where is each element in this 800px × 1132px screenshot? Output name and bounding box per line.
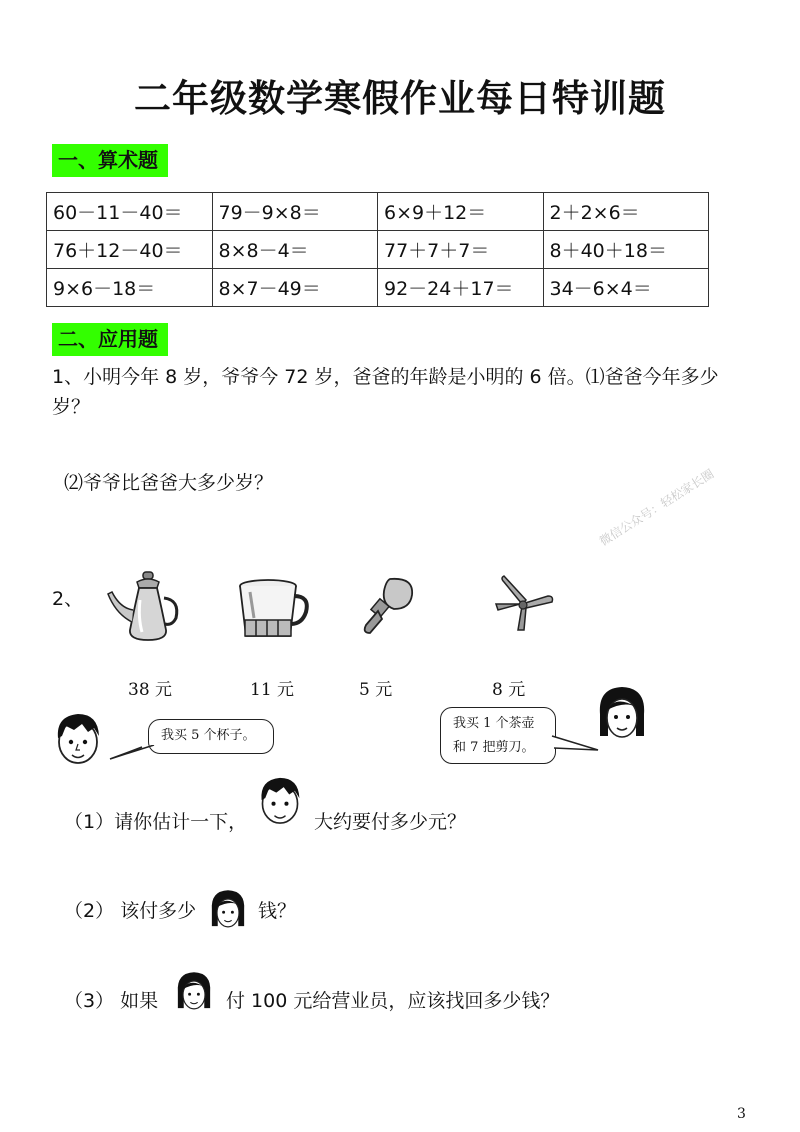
arithmetic-table — [46, 192, 709, 307]
table-cell: 8×7－49＝ — [212, 269, 378, 307]
table-row — [47, 231, 709, 269]
table-row — [47, 193, 709, 231]
boy-face-inline-icon — [256, 774, 304, 826]
sub-question-2-end: 钱？ — [258, 900, 297, 922]
boy-speech-bubble — [148, 719, 274, 754]
trowel-price: 5 元 — [359, 680, 393, 700]
question-2-number: 2、 — [52, 588, 84, 610]
table-cell: 60－11－40＝ — [47, 193, 213, 231]
sub-question-1-end: 大约要付多少元？ — [314, 811, 467, 833]
table-cell: 2＋2×6＝ — [543, 193, 709, 231]
watermark: 微信公众号：轻松家长圈 — [597, 466, 717, 549]
table-cell: 34－6×4＝ — [543, 269, 709, 307]
table-cell: 92－24＋17＝ — [378, 269, 544, 307]
question-1-text: 1、小明今年 8 岁，爷爷今 72 岁，爸爸的年龄是小明的 6 倍。⑴爸爸今年多少岁？ — [52, 366, 719, 418]
table-cell: 79－9×8＝ — [212, 193, 378, 231]
page-title: 二年级数学寒假作业每日特训题 — [134, 77, 666, 120]
page-number: 3 — [737, 1106, 746, 1122]
girl-face-inline-icon-2 — [174, 970, 214, 1014]
table-row — [47, 269, 709, 307]
sub-question-3-end: 付 100 元给营业员，应该找回多少钱？ — [226, 990, 560, 1012]
girl-face-inline-icon — [208, 888, 248, 932]
table-cell: 76＋12－40＝ — [47, 231, 213, 269]
sub-question-3-start: （3） 如果 — [64, 990, 159, 1012]
girl-face-icon — [596, 684, 648, 744]
section-word-problems-label: 二、应用题 — [52, 323, 168, 356]
table-cell: 6×9＋12＝ — [378, 193, 544, 231]
cup-icon — [236, 578, 310, 642]
boy-speech-text: 我买 5 个杯子。 — [161, 728, 256, 743]
question-1-part-2: ⑵爷爷比爸爸大多少岁？ — [64, 472, 274, 494]
table-cell: 77＋7＋7＝ — [378, 231, 544, 269]
scissors-icon — [492, 574, 556, 634]
girl-speech-line-2: 和 7 把剪刀。 — [453, 740, 535, 755]
trowel-icon — [360, 575, 418, 637]
sub-question-2-start: （2） 该付多少 — [64, 900, 197, 922]
girl-speech-bubble — [440, 707, 556, 764]
boy-face-icon — [52, 710, 104, 766]
table-cell: 9×6－18＝ — [47, 269, 213, 307]
boy-bubble-tail — [108, 745, 156, 761]
section-arithmetic-label: 一、算术题 — [52, 144, 168, 177]
teapot-icon — [104, 570, 182, 646]
scissors-price: 8 元 — [492, 680, 526, 700]
sub-question-1-start: （1）请你估计一下， — [64, 811, 248, 833]
girl-speech-line-1: 我买 1 个茶壶 — [453, 716, 535, 731]
table-cell: 8×8－4＝ — [212, 231, 378, 269]
cup-price: 11 元 — [250, 680, 295, 700]
table-cell: 8＋40＋18＝ — [543, 231, 709, 269]
girl-bubble-tail — [548, 732, 600, 754]
teapot-price: 38 元 — [128, 680, 173, 700]
